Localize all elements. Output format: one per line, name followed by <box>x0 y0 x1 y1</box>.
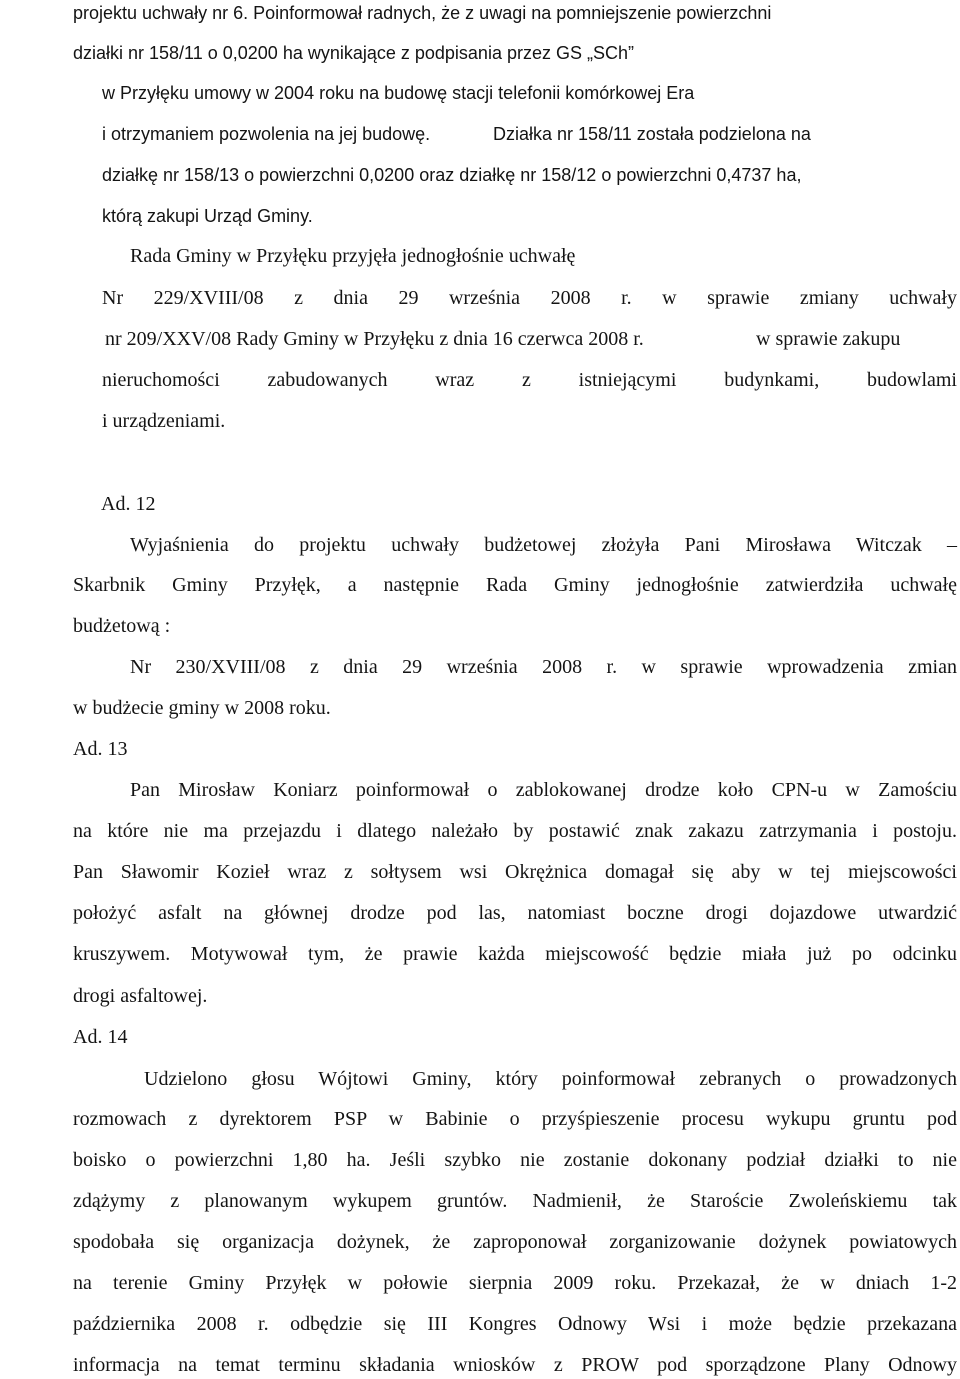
paragraph-line: budżetową : <box>73 615 171 637</box>
paragraph-line: którą zakupi Urząd Gminy. <box>102 206 313 226</box>
paragraph-line: w Przyłęku umowy w 2004 roku na budowę stacji telefonii komórkowej Era <box>102 83 695 103</box>
section-heading-ad14: Ad. 14 <box>73 1026 128 1048</box>
paragraph-line: nieruchomości zabudowanych wraz z istniejącymi budynkami, budowlami <box>102 369 957 391</box>
paragraph-line: na które nie ma przejazdu i dlatego należało by postawić znak zakazu zatrzymania i postoju. <box>73 820 957 842</box>
paragraph-line: spodobała się organizacja dożynek, że zaproponował zorganizowanie dożynek powiatowych <box>73 1231 957 1253</box>
paragraph-line: Działka nr 158/11 została podzielona na <box>493 124 811 144</box>
paragraph-line: działkę nr 158/13 o powierzchni 0,0200 oraz działkę nr 158/12 o powierzchni 0,4737 ha, <box>102 165 802 185</box>
paragraph-line: działki nr 158/11 o 0,0200 ha wynikające z podpisania przez GS „SCh” <box>73 43 634 63</box>
paragraph-line: w sprawie zakupu <box>756 328 901 350</box>
paragraph-line: informacja na temat terminu składania wniosków z PROW pod sporządzone Plany Odnowy <box>73 1354 957 1376</box>
paragraph-line: Pan Mirosław Koniarz poinformował o zablokowanej drodze koło CPN-u w Zamościu <box>130 779 957 801</box>
paragraph-line: października 2008 r. odbędzie się III Kongres Odnowy Wsi i może będzie przekazana <box>73 1313 957 1335</box>
paragraph-line: Nr 229/XVIII/08 z dnia 29 września 2008 r. w sprawie zmiany uchwały <box>102 287 957 309</box>
section-heading-ad13: Ad. 13 <box>73 738 128 760</box>
paragraph-line: Rada Gminy w Przyłęku przyjęła jednogłośnie uchwałę <box>130 245 576 267</box>
paragraph-line: położyć asfalt na głównej drodze pod las, natomiast boczne drogi dojazdowe utwardzić <box>73 902 957 924</box>
paragraph-line: Wyjaśnienia do projektu uchwały budżetowej złożyła Pani Mirosława Witczak – <box>130 534 957 556</box>
paragraph-line: Pan Sławomir Kozieł wraz z sołtysem wsi Okrężnica domagał się aby w tej miejscowości <box>73 861 957 883</box>
section-heading-ad12: Ad. 12 <box>101 493 156 515</box>
paragraph-line: boisko o powierzchni 1,80 ha. Jeśli szybko nie zostanie dokonany podział działki to nie <box>73 1149 957 1171</box>
paragraph-line: drogi asfaltowej. <box>73 985 208 1007</box>
paragraph-line: i otrzymaniem pozwolenia na jej budowę. <box>102 124 431 144</box>
paragraph-line: Udzielono głosu Wójtowi Gminy, który poinformował zebranych o prowadzonych <box>144 1068 957 1090</box>
paragraph-line: Nr 230/XVIII/08 z dnia 29 września 2008 r. w sprawie wprowadzenia zmian <box>130 656 957 678</box>
paragraph-line: Skarbnik Gminy Przyłęk, a następnie Rada Gminy jednogłośnie zatwierdziła uchwałę <box>73 574 957 596</box>
paragraph-line: w budżecie gminy w 2008 roku. <box>73 697 331 719</box>
paragraph-line: kruszywem. Motywował tym, że prawie każda miejscowość będzie miała już po odcinku <box>73 943 957 965</box>
paragraph-line: na terenie Gminy Przyłęk w połowie sierpnia 2009 roku. Przekazał, że w dniach 1-2 <box>73 1272 957 1294</box>
paragraph-line: zdążymy z planowanym wykupem gruntów. Nadmienił, że Staroście Zwoleńskiemu tak <box>73 1190 957 1212</box>
paragraph-line: nr 209/XXV/08 Rady Gminy w Przyłęku z dnia 16 czerwca 2008 r. <box>105 328 644 350</box>
paragraph-line: projektu uchwały nr 6. Poinformował radnych, że z uwagi na pomniejszenie powierzchni <box>73 3 772 23</box>
paragraph-line: i urządzeniami. <box>102 410 226 432</box>
paragraph-line: rozmowach z dyrektorem PSP w Babinie o przyśpieszenie procesu wykupu gruntu pod <box>73 1108 957 1130</box>
